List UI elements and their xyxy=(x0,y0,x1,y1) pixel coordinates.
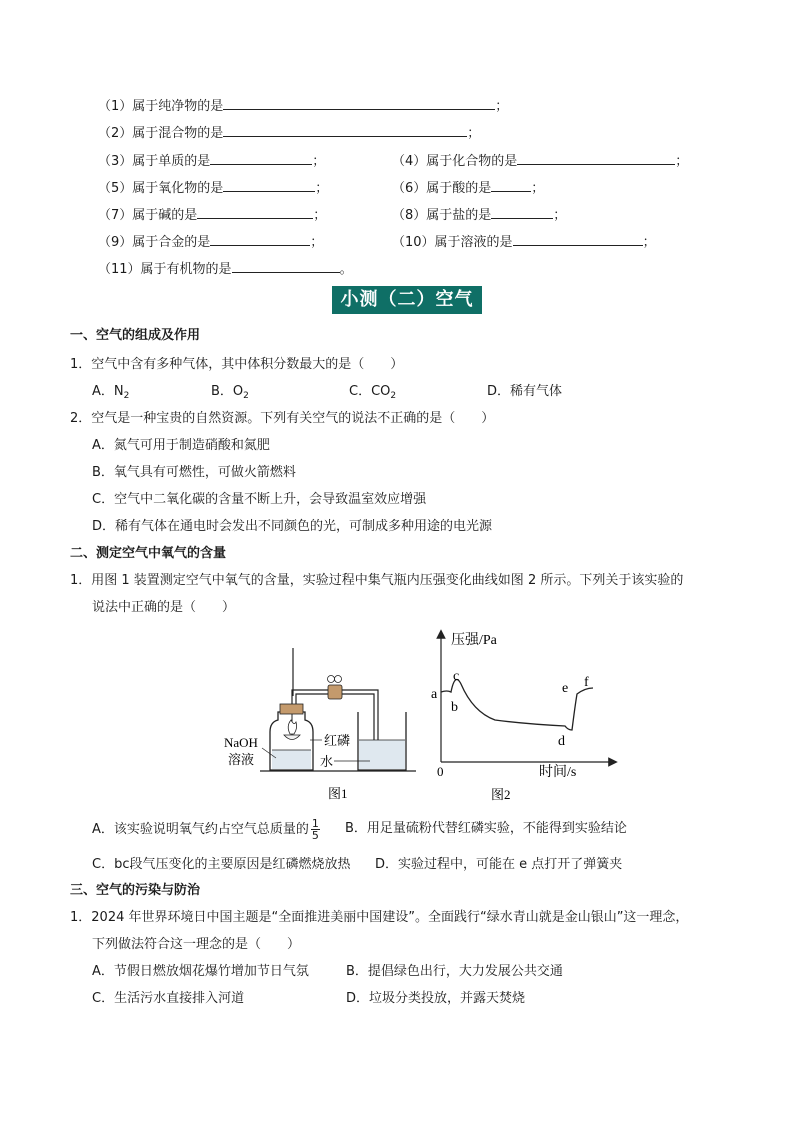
naoh-label: NaOH xyxy=(224,735,258,750)
s3-q1-option-d[interactable]: D．垃圾分类投放，并露天焚烧 xyxy=(346,991,526,1006)
beaker-water xyxy=(359,740,405,769)
s1-q2-option-d[interactable]: D．稀有气体在通电时会发出不同颜色的光，可制成多种用途的电光源 xyxy=(92,519,493,534)
s3-q1-option-b[interactable]: B．提倡绿色出行，大力发展公共交通 xyxy=(346,964,563,979)
naoh-solution xyxy=(272,750,311,769)
s1-q1-option-b[interactable]: B．$O_2$ xyxy=(211,384,249,401)
s3-q1-stem-line1: 1．2024 年世界环境日中国主题是“全面推进美丽中国建设”。全面践行“绿水青山就是金山银山”这一理念， xyxy=(70,910,689,925)
point-b-label: b xyxy=(451,700,458,715)
answer-blank[interactable] xyxy=(491,178,531,192)
flame-icon xyxy=(288,720,296,734)
s2-q1-option-d[interactable]: D．实验过程中，可能在 e 点打开了弹簧夹 xyxy=(375,857,623,872)
solution-label: 溶液 xyxy=(228,752,255,767)
section-2-title: 二、测定空气中氧气的含量 xyxy=(70,546,227,561)
s3-q1-option-a[interactable]: A．节假日燃放烟花爆竹增加节日气氛 xyxy=(92,964,309,979)
s3-q1-stem-line2: 下列做法符合这一理念的是（ ） xyxy=(92,937,301,952)
s2-q1-stem-line1: 1．用图 1 装置测定空气中氧气的含量，实验过程中集气瓶内压强变化曲线如图 2 所示。下列关于该实验的 xyxy=(70,573,684,588)
classify-item-10: （10）属于溶液的是 ； xyxy=(392,232,656,252)
s1-q1-option-d[interactable]: D．稀有气体 xyxy=(487,384,563,399)
s2-q1-option-a[interactable]: A．该实验说明氧气约占空气总质量的 $\frac{1}{5}$ xyxy=(92,817,319,842)
classify-item-7: （7）属于碱的是 ； xyxy=(98,205,326,225)
figure-2-caption: 图2 xyxy=(491,787,511,802)
point-f-label: f xyxy=(584,675,589,690)
s1-q2-stem: 2．空气是一种宝贵的自然资源。下列有关空气的说法不正确的是（ ） xyxy=(70,411,495,426)
s2-q1-option-c[interactable]: C．bc段气压变化的主要原因是红磷燃烧放热 xyxy=(92,857,351,872)
section-1-title: 一、空气的组成及作用 xyxy=(70,328,201,343)
classify-item-3: （3）属于单质的是 ； xyxy=(98,151,325,171)
point-c-label: c xyxy=(453,669,460,684)
point-d-label: d xyxy=(558,734,565,749)
section-banner: 小测（二）空气 xyxy=(332,286,482,314)
s1-q1-stem: 1．空气中含有多种气体，其中体积分数最大的是（ ） xyxy=(70,357,404,372)
s1-q2-option-a[interactable]: A．氮气可用于制造硝酸和氮肥 xyxy=(92,438,270,453)
rubber-stopper xyxy=(280,704,303,714)
classify-item-4: （4）属于化合物的是 ； xyxy=(392,151,688,171)
classify-item-6: （6）属于酸的是 ； xyxy=(392,178,544,198)
answer-blank[interactable] xyxy=(517,151,675,165)
section-3-title: 三、空气的污染与防治 xyxy=(70,883,201,898)
answer-blank[interactable] xyxy=(210,151,312,165)
classify-item-8: （8）属于盐的是 ； xyxy=(392,205,566,225)
classify-item-1: （1）属于纯净物的是 ； xyxy=(98,96,508,116)
classify-item-9: （9）属于合金的是 ； xyxy=(98,232,323,252)
fraction-one-fifth: $\frac{1}{5}$ xyxy=(311,817,319,842)
point-a-label: a xyxy=(431,687,438,702)
answer-blank[interactable] xyxy=(223,178,315,192)
answer-blank[interactable] xyxy=(223,96,495,110)
s1-q2-option-b[interactable]: B．氧气具有可燃性，可做火箭燃料 xyxy=(92,465,296,480)
figure-1-caption: 图1 xyxy=(328,786,348,801)
classify-item-11: （11）属于有机物的是 。 xyxy=(98,259,353,279)
s1-q2-option-c[interactable]: C．空气中二氧化碳的含量不断上升，会导致温室效应增强 xyxy=(92,492,427,507)
phosphorus-label: 红磷 xyxy=(324,733,351,748)
s2-q1-stem-line2: 说法中正确的是（ ） xyxy=(92,600,236,615)
classify-item-5: （5）属于氧化物的是 ； xyxy=(98,178,328,198)
answer-blank[interactable] xyxy=(491,205,553,219)
answer-blank[interactable] xyxy=(232,259,340,273)
s3-q1-option-c[interactable]: C．生活污水直接排入河道 xyxy=(92,991,245,1006)
point-e-label: e xyxy=(562,681,569,696)
answer-blank[interactable] xyxy=(513,232,643,246)
figure-2-pressure-chart xyxy=(425,626,625,811)
answer-blank[interactable] xyxy=(223,123,467,137)
figure-1-apparatus xyxy=(210,640,420,810)
x-axis-label: 时间/s xyxy=(539,765,577,780)
answer-blank[interactable] xyxy=(197,205,313,219)
s1-q1-option-a[interactable]: A．$N_2$ xyxy=(92,384,130,401)
answer-blank[interactable] xyxy=(210,232,310,246)
water-label: 水 xyxy=(320,754,334,769)
spring-clamp[interactable] xyxy=(328,685,342,699)
classify-item-2: （2）属于混合物的是 ； xyxy=(98,123,480,143)
y-axis-label: 压强/Pa xyxy=(451,633,497,648)
s2-q1-option-b[interactable]: B．用足量硫粉代替红磷实验，不能得到实验结论 xyxy=(345,821,627,836)
s1-q1-option-c[interactable]: C．$CO_2$ xyxy=(349,384,397,401)
combustion-spoon xyxy=(284,735,300,740)
pressure-curve xyxy=(441,680,593,731)
origin-label: 0 xyxy=(437,764,444,779)
